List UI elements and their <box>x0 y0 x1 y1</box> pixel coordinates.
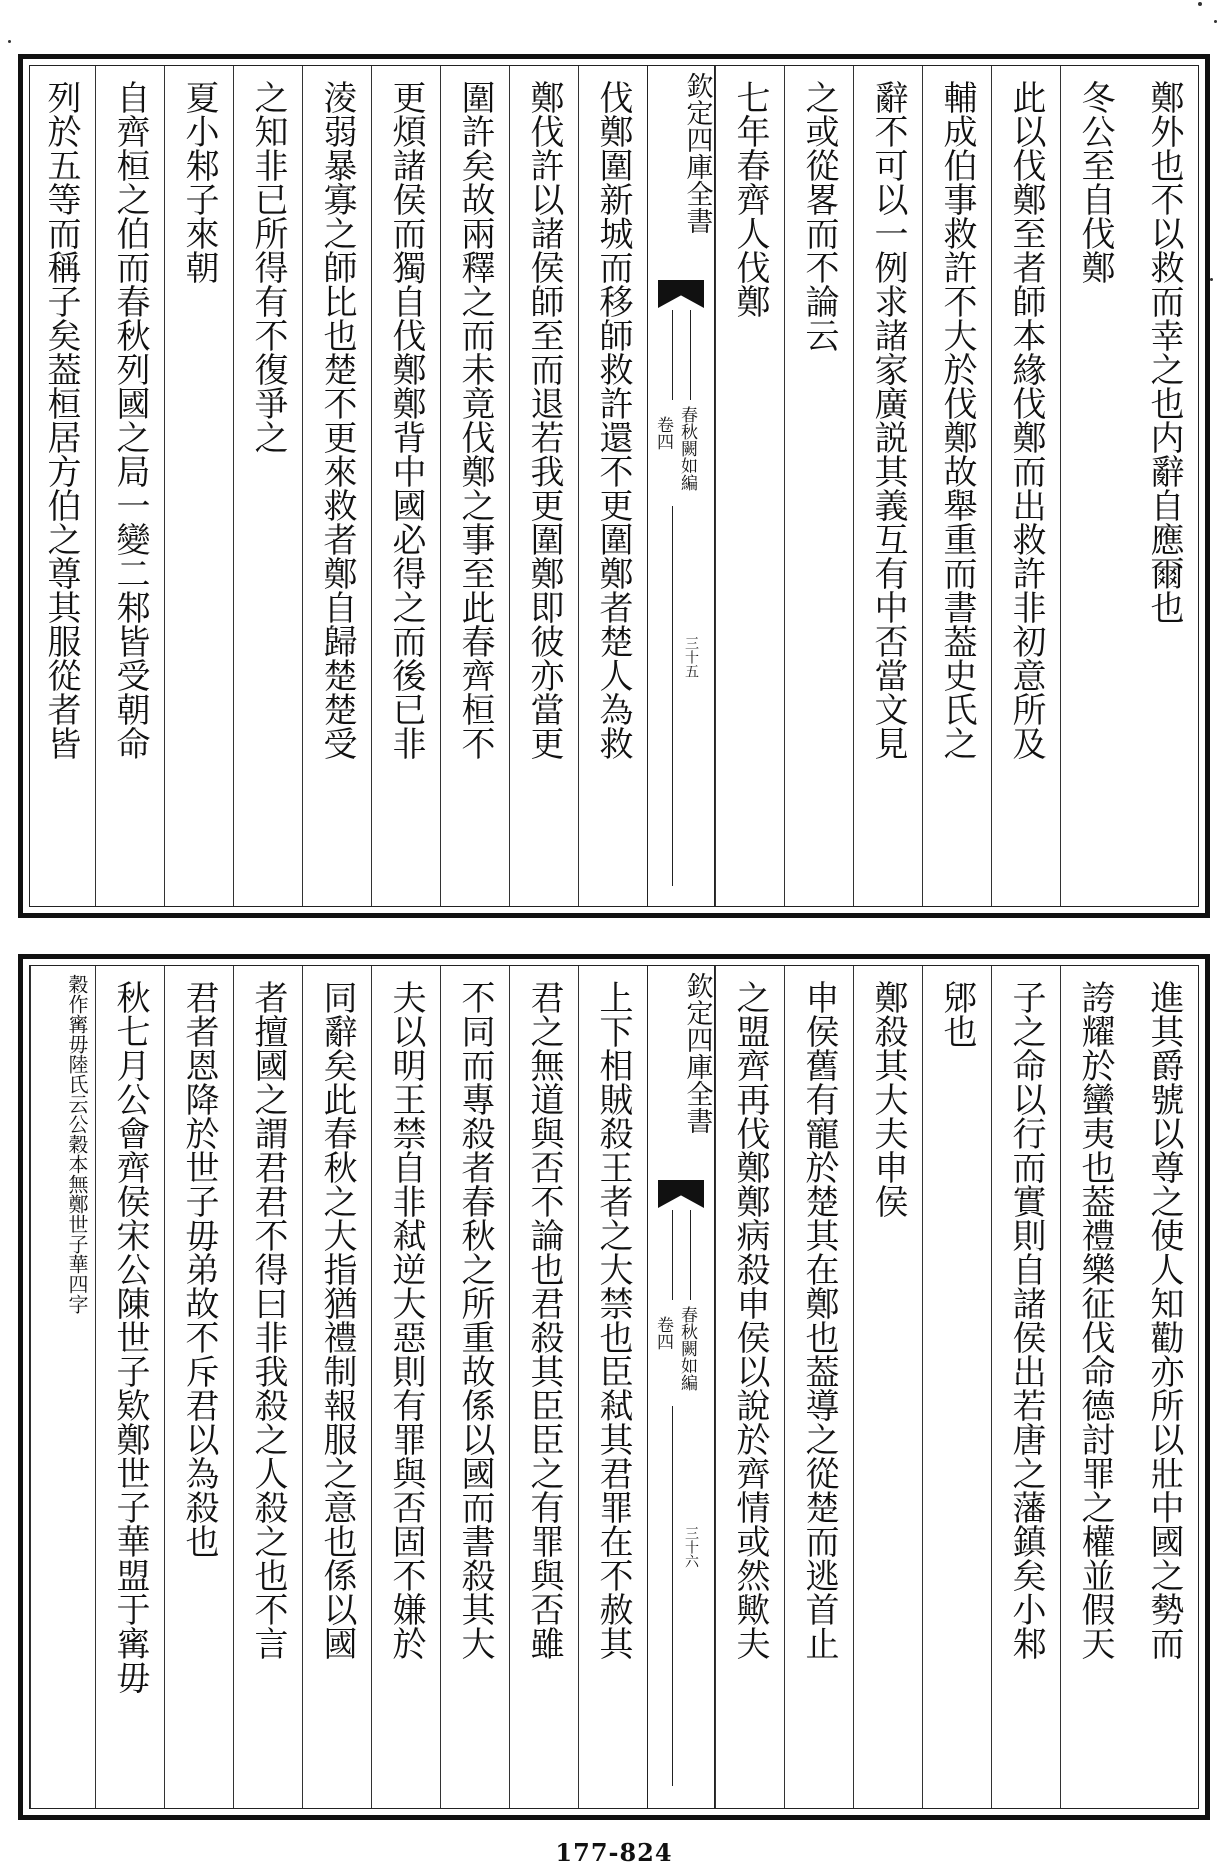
column-text: 進其爵號以尊之使人知勸亦所以壯中國之勢而 <box>1144 980 1184 1660</box>
gutter-rule <box>672 1210 673 1300</box>
text-column <box>991 66 1060 906</box>
column-text: 鄭外也不以救而幸之也内辭自應爾也 <box>1144 80 1184 624</box>
scan-speck <box>1198 2 1202 6</box>
text-column <box>371 66 440 906</box>
column-text: 伐鄭圍新城而移師救許還不更圍鄭者楚人為救 <box>593 80 633 760</box>
text-column <box>853 966 922 1808</box>
column-text: 鄭殺其大夫申侯 <box>868 980 908 1218</box>
column-text: 君者恩降於世子毋弟故不斥君以為殺也 <box>179 980 219 1558</box>
text-column <box>440 66 509 906</box>
juan-number: 卷四 <box>653 416 673 450</box>
text-column <box>578 966 647 1808</box>
column-text: 者擅國之謂君君不得曰非我殺之人殺之也不言 <box>248 980 288 1660</box>
text-column <box>1129 966 1198 1808</box>
gutter-rule <box>672 310 673 400</box>
gutter-rule <box>672 1406 673 1786</box>
text-column <box>95 966 164 1808</box>
column-text: 之盟齊再伐鄭鄭病殺申侯以說於齊情或然歟夫 <box>730 980 770 1660</box>
fish-tail-mark <box>658 1180 704 1208</box>
column-text: 辭不可以一例求諸家廣説其義互有中否當文見 <box>868 80 908 760</box>
column-text: 此以伐鄭至者師本緣伐鄭而出救許非初意所及 <box>1006 80 1046 760</box>
text-column <box>164 966 233 1808</box>
text-column <box>715 966 784 1808</box>
juan-number: 卷四 <box>653 1316 673 1350</box>
text-column <box>1129 66 1198 906</box>
column-text: 七年春齊人伐鄭 <box>730 80 770 318</box>
text-column <box>715 66 784 906</box>
annotation-column <box>30 966 95 1808</box>
text-column <box>164 66 233 906</box>
scan-speck <box>1210 278 1213 281</box>
page-number: 177-824 <box>555 1838 673 1867</box>
library-title: 欽定四庫全書 <box>681 72 713 234</box>
text-column <box>29 66 95 906</box>
text-column <box>784 966 853 1808</box>
text-column <box>922 966 991 1808</box>
text-column <box>509 66 578 906</box>
column-text: 自齊桓之伯而春秋列國之局一變二邾皆受朝命 <box>110 80 150 760</box>
gutter-rule <box>672 506 673 886</box>
column-text: 冬公至自伐鄭 <box>1075 80 1115 284</box>
text-column <box>509 966 578 1808</box>
library-title: 欽定四庫全書 <box>681 972 713 1134</box>
text-column <box>302 966 371 1808</box>
column-text: 鄭伐許以諸侯師至而退若我更圍鄭即彼亦當更 <box>524 80 564 760</box>
column-text: 夏小邾子來朝 <box>179 80 219 284</box>
bottom-page-text-block <box>29 965 1199 1809</box>
text-column <box>853 66 922 906</box>
text-column <box>922 66 991 906</box>
annotation-text: 穀作寗毋陸氏云公穀本無鄭世子華四字 <box>65 974 89 1314</box>
fish-tail-mark <box>658 280 704 308</box>
column-text: 輔成伯事救許不大於伐鄭故舉重而書葢史氏之 <box>937 80 977 760</box>
text-column <box>302 66 371 906</box>
text-column <box>784 66 853 906</box>
column-text: 君之無道與否不論也君殺其臣臣之有罪與否雖 <box>524 980 564 1660</box>
book-title: 春秋闕如編 <box>676 406 697 491</box>
column-text: 誇耀於蠻夷也葢禮樂征伐命德討罪之權並假天 <box>1075 980 1115 1660</box>
center-gutter <box>647 966 715 1808</box>
bottom-page-frame <box>18 954 1210 1820</box>
book-title: 春秋闕如編 <box>676 1306 697 1391</box>
column-text: 更煩諸侯而獨自伐鄭鄭背中國必得之而後已非 <box>386 80 426 760</box>
column-text: 夫以明王禁自非弒逆大惡則有罪與否固不嫌於 <box>386 980 426 1660</box>
column-text: 列於五等而稱子矣葢桓居方伯之尊其服從者皆 <box>41 80 81 760</box>
column-text: 圍許矣故兩釋之而未竟伐鄭之事至此春齊桓不 <box>455 80 495 760</box>
text-column <box>233 66 302 906</box>
gutter-rule <box>690 1210 691 1300</box>
text-column <box>95 66 164 906</box>
top-page-frame <box>18 54 1210 918</box>
column-text: 郳也 <box>937 980 977 1048</box>
gutter-rule <box>690 310 691 400</box>
text-column <box>1060 66 1129 906</box>
top-page-text-block <box>29 65 1199 907</box>
column-text: 不同而專殺者春秋之所重故係以國而書殺其大 <box>455 980 495 1660</box>
column-text: 之知非已所得有不復爭之 <box>248 80 288 454</box>
text-column <box>371 966 440 1808</box>
text-column <box>233 966 302 1808</box>
column-text: 淩弱暴寡之師比也楚不更來救者鄭自歸楚楚受 <box>317 80 357 760</box>
text-column <box>578 66 647 906</box>
scan-speck <box>1214 20 1217 23</box>
folio-number: 三十六 <box>683 1526 699 1568</box>
scan-speck <box>8 40 11 43</box>
text-column <box>991 966 1060 1808</box>
column-text: 同辭矣此春秋之大指猶禮制報服之意也係以國 <box>317 980 357 1660</box>
text-column <box>1060 966 1129 1808</box>
text-column <box>440 966 509 1808</box>
column-text: 秋七月公會齊侯宋公陳世子欵鄭世子華盟于寗毋 <box>110 980 150 1694</box>
folio-number: 三十五 <box>683 636 699 678</box>
column-text: 上下相賊殺王者之大禁也臣弒其君罪在不赦其 <box>593 980 633 1660</box>
center-gutter <box>647 66 715 906</box>
column-text: 子之命以行而實則自諸侯出若唐之藩鎮矣小邾 <box>1006 980 1046 1660</box>
column-text: 之或從畧而不論云 <box>799 80 839 352</box>
column-text: 申侯舊有寵於楚其在鄭也葢導之從楚而逃首止 <box>799 980 839 1660</box>
